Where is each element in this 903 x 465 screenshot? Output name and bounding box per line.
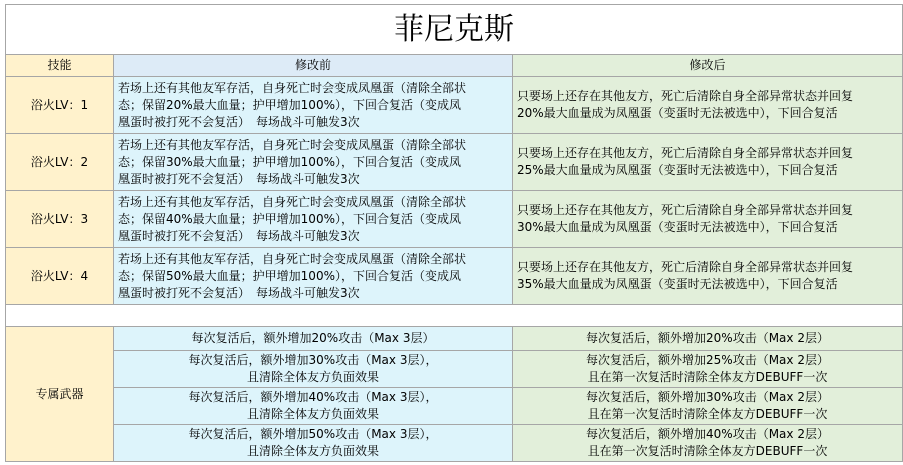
text-line: 每次复活后，额外增加30%攻击（Max 3层）， [188,353,438,367]
text-line: 且在第一次复活时清除全体友方DEBUFF一次 [587,407,828,421]
text-line: 态；保留50%最大血量；护甲增加100%），下回合复活（变成凤 [118,268,461,283]
text-line: 凰蛋时被打死不会复活） 每场战斗可触发3次 [118,171,360,186]
text-line: 凰蛋时被打死不会复活） 每场战斗可触发3次 [118,228,360,243]
text-line: 每次复活后，额外增加40%攻击（Max 3层）， [188,390,438,404]
text-line: 凰蛋时被打死不会复活） 每场战斗可触发3次 [118,114,360,129]
text-line: 每次复活后，额外增加20%攻击（Max 2层） [586,331,829,345]
text-line: 每次复活后，额外增加25%攻击（Max 2层） [586,353,829,367]
skill-after [513,191,903,248]
skill-after [513,248,903,305]
page-title: 菲尼克斯 [6,5,903,55]
weapon-row-3 [6,388,903,425]
text-line: 且在第一次复活时清除全体友方DEBUFF一次 [587,370,828,384]
weapon-before [114,351,513,388]
weapon-before [114,425,513,462]
text-line: 只要场上还存在其他友方，死亡后清除自身全部异常状态并回复 [517,203,854,217]
weapon-label: 专属武器 [6,327,114,462]
weapon-after [513,425,903,462]
spacer-row [6,305,903,327]
comparison-table [5,4,903,462]
text-line: 若场上还有其他友军存活，自身死亡时会变成凤凰蛋（清除全部状 [118,80,467,95]
skill-level: 浴火LV：3 [6,191,114,248]
empty-cell [6,305,903,327]
text-line: 若场上还有其他友军存活，自身死亡时会变成凤凰蛋（清除全部状 [118,194,467,209]
skill-before [114,248,513,305]
text-line: 只要场上还存在其他友方，死亡后清除自身全部异常状态并回复 [517,89,854,103]
text-line: 若场上还有其他友军存活，自身死亡时会变成凤凰蛋（清除全部状 [118,137,467,152]
header-skill: 技能 [6,55,114,77]
header-after: 修改后 [513,55,903,77]
text-line: 态；保留40%最大血量；护甲增加100%），下回合复活（变成凤 [118,211,461,226]
skill-row-2 [6,134,903,191]
skill-after [513,134,903,191]
weapon-row-4 [6,425,903,462]
weapon-after [513,327,903,351]
skill-row-3 [6,191,903,248]
weapon-after [513,351,903,388]
text-line: 只要场上还存在其他友方，死亡后清除自身全部异常状态并回复 [517,146,854,160]
header-before: 修改前 [114,55,513,77]
skill-level: 浴火LV：4 [6,248,114,305]
text-line: 态；保留20%最大血量；护甲增加100%），下回合复活（变成凤 [118,97,461,112]
text-line: 25%最大血量成为凤凰蛋（变蛋时无法被选中），下回合复活 [517,163,838,177]
skill-before [114,77,513,134]
weapon-row-2 [6,351,903,388]
text-line: 且清除全体友方负面效果 [246,407,379,421]
skill-level: 浴火LV：1 [6,77,114,134]
skill-level: 浴火LV：2 [6,134,114,191]
weapon-after [513,388,903,425]
skill-row-4 [6,248,903,305]
skill-before [114,134,513,191]
text-line: 且在第一次复活时清除全体友方DEBUFF一次 [587,444,828,458]
text-line: 每次复活后，额外增加40%攻击（Max 2层） [586,427,829,441]
text-line: 且清除全体友方负面效果 [246,444,379,458]
text-line: 若场上还有其他友军存活，自身死亡时会变成凤凰蛋（清除全部状 [118,251,467,266]
text-line: 20%最大血量成为凤凰蛋（变蛋时无法被选中），下回合复活 [517,106,838,120]
skill-after [513,77,903,134]
weapon-before [114,327,513,351]
text-line: 态；保留30%最大血量；护甲增加100%），下回合复活（变成凤 [118,154,461,169]
skill-row-1 [6,77,903,134]
text-line: 30%最大血量成为凤凰蛋（变蛋时无法被选中），下回合复活 [517,220,838,234]
skill-before [114,191,513,248]
text-line: 每次复活后，额外增加20%攻击（Max 3层） [191,331,435,345]
text-line: 且清除全体友方负面效果 [246,370,379,384]
text-line: 35%最大血量成为凤凰蛋（变蛋时无法被选中），下回合复活 [517,277,838,291]
text-line: 每次复活后，额外增加50%攻击（Max 3层）， [188,427,438,441]
weapon-before [114,388,513,425]
weapon-row-1 [6,327,903,351]
text-line: 凰蛋时被打死不会复活） 每场战斗可触发3次 [118,285,360,300]
text-line: 每次复活后，额外增加30%攻击（Max 2层） [586,390,829,404]
text-line: 只要场上还存在其他友方，死亡后清除自身全部异常状态并回复 [517,260,854,274]
